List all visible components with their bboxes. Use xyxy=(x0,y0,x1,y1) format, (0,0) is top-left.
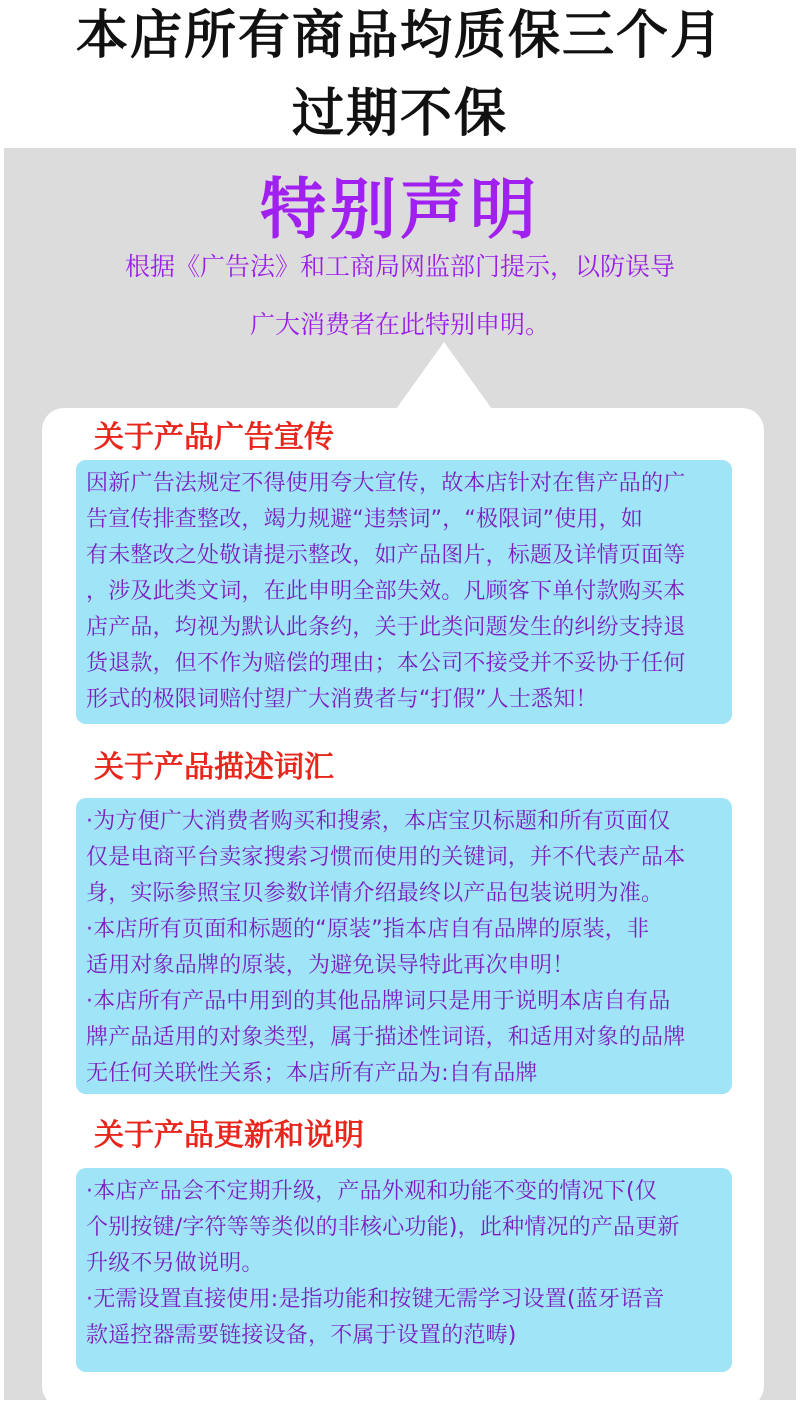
descriptions-line: ·为方便广大消费者购买和搜索，本店宝贝标题和所有页面仅 xyxy=(86,809,671,834)
descriptions-line: 适用对象品牌的原装，为避免误导特此再次申明！ xyxy=(86,953,575,978)
advertising-line: ，涉及此类文词，在此申明全部失效。凡顾客下单付款购买本 xyxy=(86,579,686,604)
section-heading-advertising: 关于产品广告宣传 xyxy=(94,420,334,455)
advertising-line: 货退款，但不作为赔偿的理由；本公司不接受并不妥协于任何 xyxy=(86,651,686,676)
updates-line: 升级不另做说明。 xyxy=(86,1251,264,1276)
callout-pointer xyxy=(394,342,494,412)
descriptions-line: 牌产品适用的对象类型，属于描述性词语，和适用对象的品牌 xyxy=(86,1025,686,1050)
advertising-line: 有未整改之处敬请提示整改，如产品图片，标题及详情页面等 xyxy=(86,543,686,568)
section-box-updates xyxy=(76,1168,732,1372)
advertising-line: 形式的极限词赔付望广大消费者与“打假”人士悉知！ xyxy=(86,687,598,712)
updates-line: ·无需设置直接使用:是指功能和按键无需学习设置(蓝牙语音 xyxy=(86,1287,665,1312)
updates-line: ·本店产品会不定期升级，产品外观和功能不变的情况下(仅 xyxy=(86,1179,657,1204)
advertising-line: 告宣传排查整改，竭力规避“违禁词”，“极限词”使用，如 xyxy=(86,507,643,532)
warranty-banner xyxy=(0,0,800,148)
section-heading-updates: 关于产品更新和说明 xyxy=(94,1118,364,1153)
descriptions-line: ·本店所有产品中用到的其他品牌词只是用于说明本店自有品 xyxy=(86,989,671,1014)
descriptions-line: 身，实际参照宝贝参数详情介绍最终以产品包装说明为准。 xyxy=(86,881,664,906)
notice-intro-line-1: 根据《广告法》和工商局网监部门提示，以防误导 xyxy=(124,252,675,281)
advertising-line: 因新广告法规定不得使用夸大宣传，故本店针对在售产品的广 xyxy=(86,471,686,496)
advertising-line: 店产品，均视为默认此条约，关于此类问题发生的纠纷支持退 xyxy=(86,615,686,640)
descriptions-line: 仅是电商平台卖家搜索习惯而使用的关键词，并不代表产品本 xyxy=(86,845,686,870)
updates-line: 个别按键/字符等等类似的非核心功能)，此种情况的产品更新 xyxy=(86,1215,680,1240)
descriptions-line: ·本店所有页面和标题的“原装”指本店自有品牌的原装，非 xyxy=(86,917,650,942)
section-heading-descriptions: 关于产品描述词汇 xyxy=(94,750,334,785)
section-box-advertising xyxy=(76,460,732,724)
warranty-line-1: 本店所有商品均质保三个月 xyxy=(75,6,724,66)
warranty-line-2: 过期不保 xyxy=(291,84,508,144)
notice-intro-line-2: 广大消费者在此特别申明。 xyxy=(249,310,550,339)
statement-card xyxy=(42,408,764,1408)
updates-line: 款遥控器需要链接设备，不属于设置的范畴) xyxy=(86,1323,517,1348)
section-box-descriptions xyxy=(76,798,732,1094)
descriptions-line: 无任何关联性关系；本店所有产品为:自有品牌 xyxy=(86,1061,538,1086)
notice-title: 特别声明 xyxy=(260,171,540,248)
notice-panel xyxy=(4,148,796,1400)
